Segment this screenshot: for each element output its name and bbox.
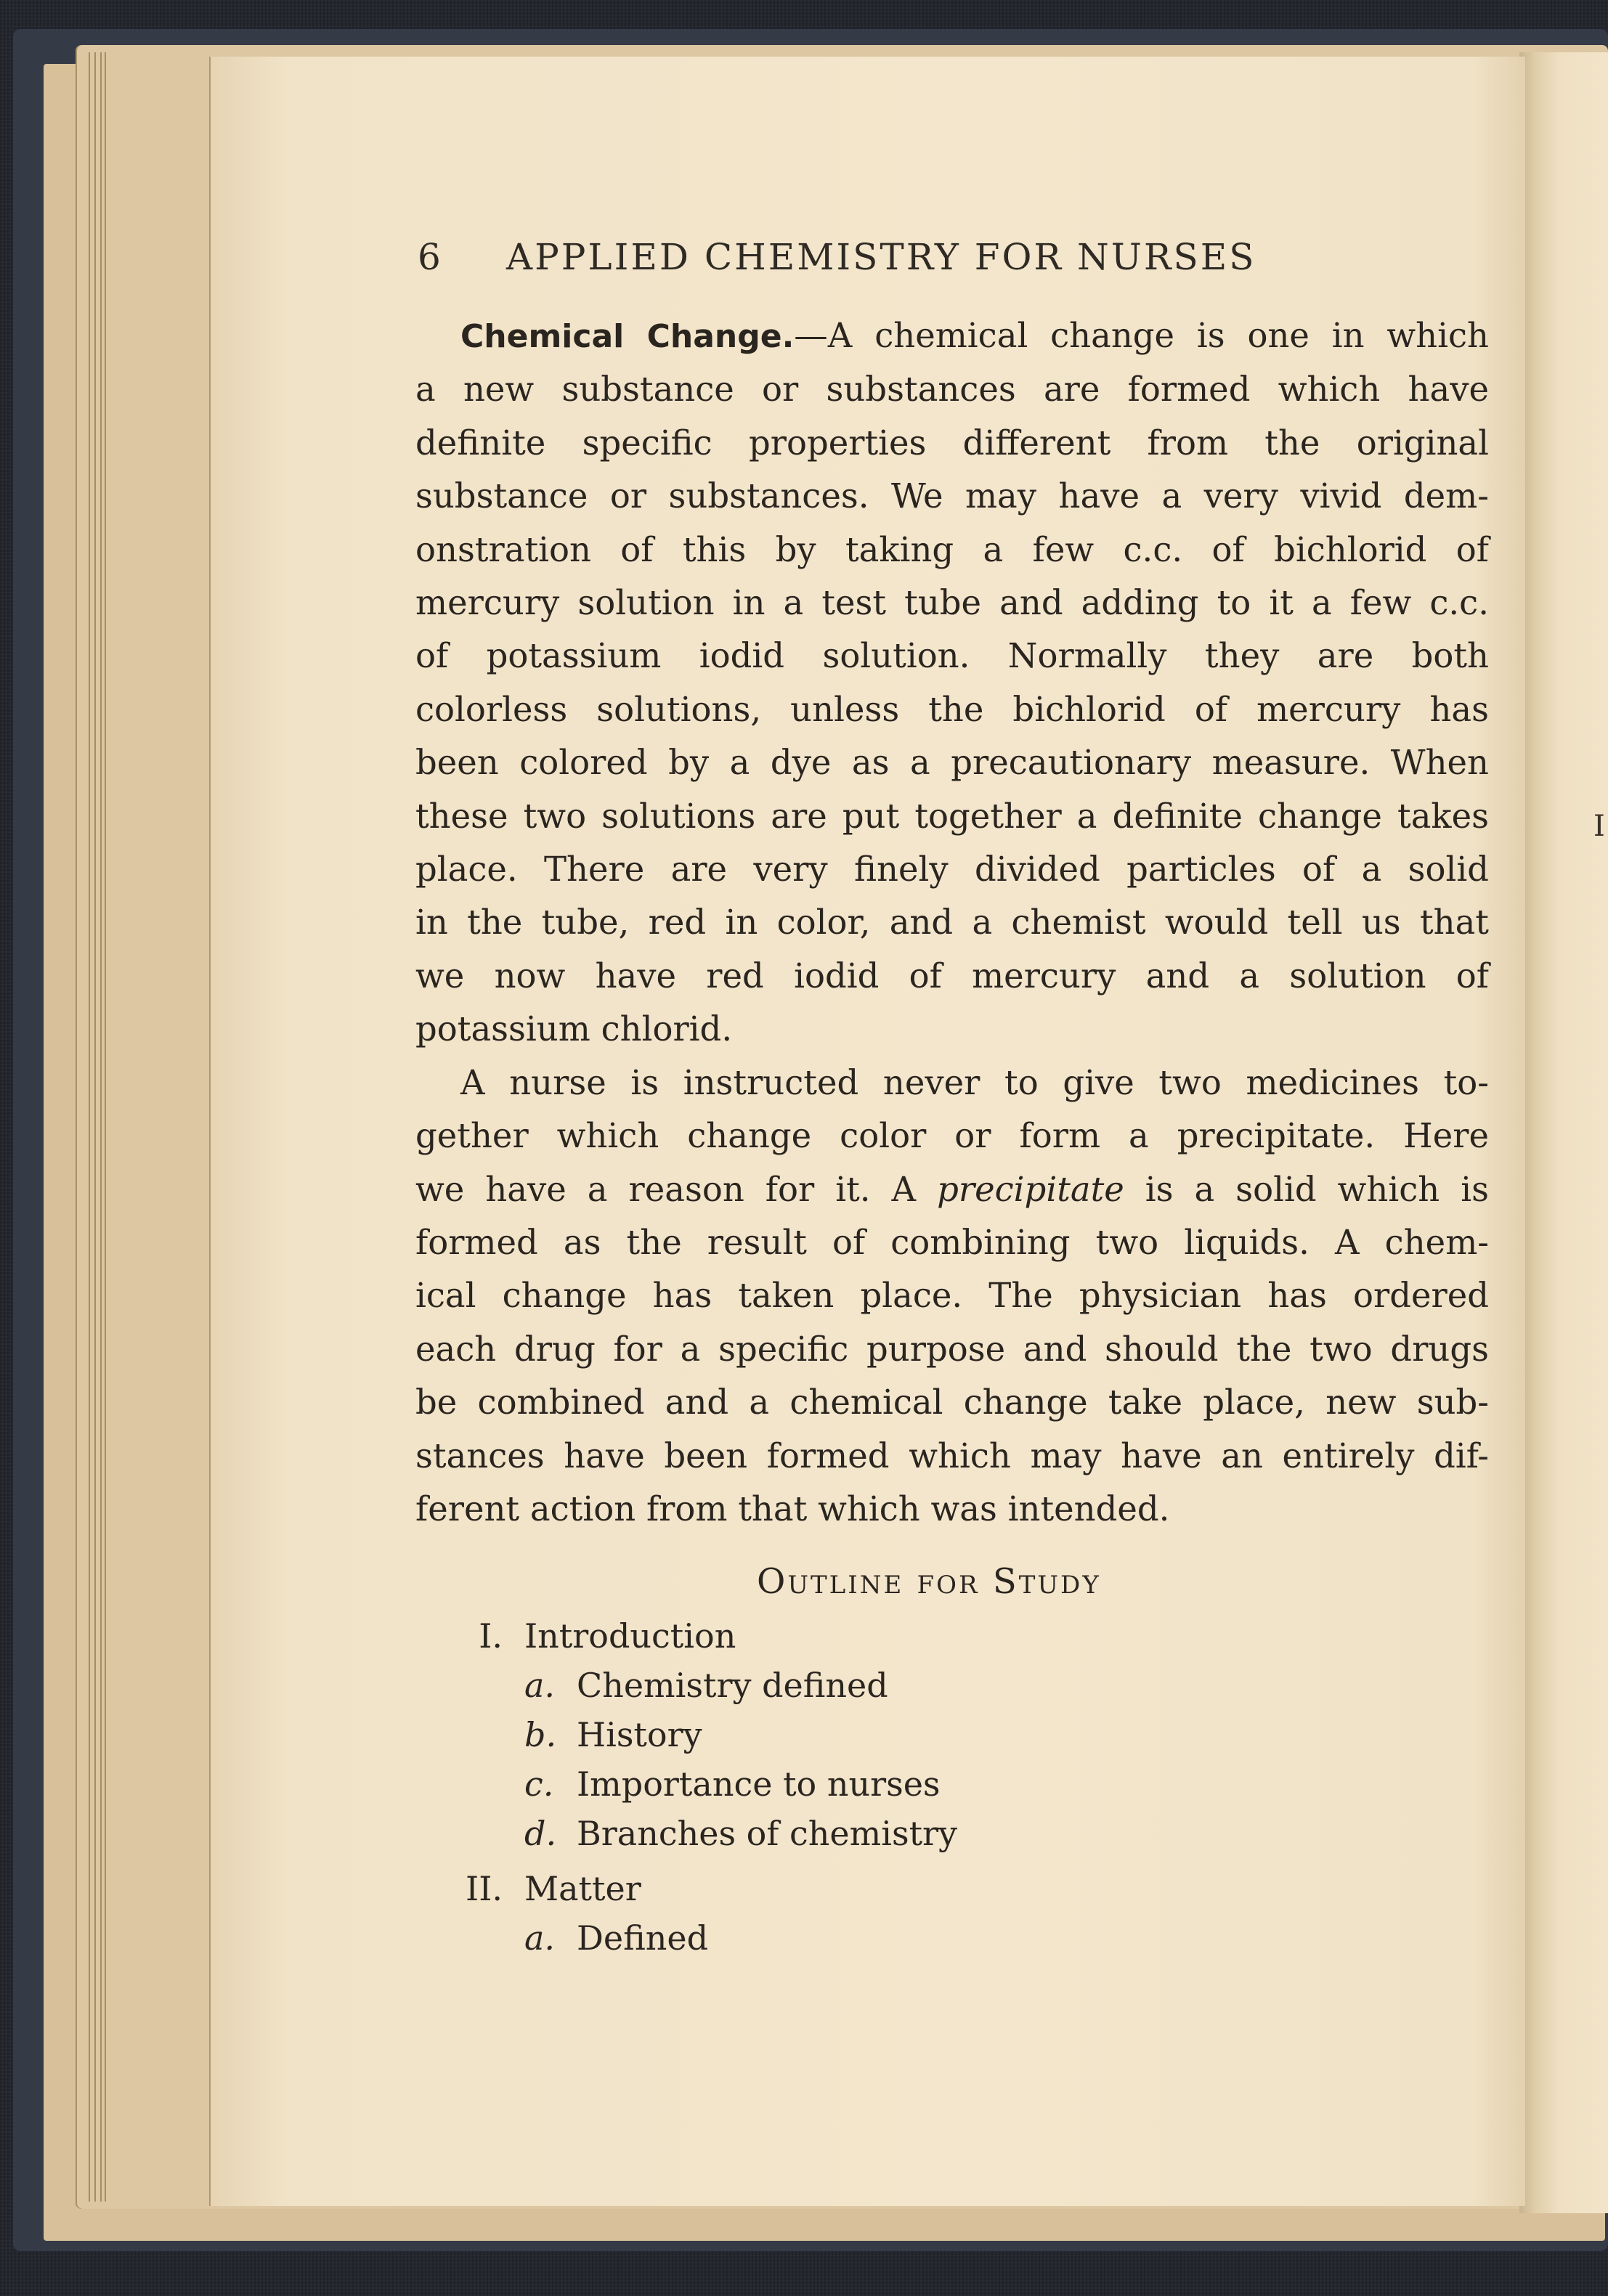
text-line: onstration of this by taking a few c.c. of bichlorid of (415, 529, 1489, 569)
text-line: each drug for a specific purpose and should the two drugs (415, 1329, 1489, 1369)
page-edge-line (94, 52, 96, 2202)
outline-item-label: Defined (577, 1918, 709, 1958)
facing-page-edge (1519, 52, 1608, 2213)
text-line: gether which change color or form a precipitate. Here (415, 1116, 1489, 1156)
text-line: potassium chlorid. (415, 1009, 733, 1049)
text-line: A nurse is instructed never to give two medicines to- (460, 1062, 1489, 1102)
outline-item-label: Importance to nurses (577, 1764, 941, 1804)
text-line: we have a reason for it. A precipitate is a solid which is (415, 1169, 1489, 1209)
facing-page-margin-mark: I (1593, 810, 1605, 843)
outline-title: Outline for Study (757, 1561, 1101, 1602)
running-head-title: APPLIED CHEMISTRY FOR NURSES (506, 236, 1256, 278)
paragraph-chemical-change (415, 309, 1489, 1057)
text-line: colorless solutions, unless the bichlorid of mercury has (415, 689, 1489, 729)
text-line: we now have red iodid of mercury and a solution of (415, 956, 1489, 996)
text-line: formed as the result of combining two liquids. A chem- (415, 1222, 1489, 1262)
text-line: been colored by a dye as a precautionary measure. When (415, 743, 1489, 783)
page-edge-line (89, 52, 90, 2202)
text-line: ferent action from that which was intended. (415, 1489, 1170, 1528)
outline-letter: a. (524, 1666, 556, 1705)
page-number: 6 (418, 236, 442, 278)
outline-letter: a. (524, 1918, 556, 1958)
term-precipitate: precipitate (937, 1169, 1124, 1209)
page-edge-line (105, 52, 106, 2202)
paragraph-precipitate (415, 1057, 1489, 1536)
text-line: definite specific properties different from the original (415, 423, 1489, 463)
text-line: stances have been formed which may have an entirely dif- (415, 1436, 1489, 1475)
outline-item-label: Branches of chemistry (577, 1814, 958, 1853)
outline-letter: c. (524, 1764, 554, 1804)
text-line: ical change has taken place. The physician has ordered (415, 1276, 1489, 1316)
text-line: in the tube, red in color, and a chemist would tell us that (415, 903, 1489, 943)
page-edge-line (100, 52, 102, 2202)
section-heading: Chemical Change. (460, 318, 795, 355)
text-line: mercury solution in a test tube and adding to it a few c.c. (415, 583, 1489, 623)
outline-item-label: Chemistry defined (577, 1666, 888, 1705)
text-line: a new substance or substances are formed which have (415, 370, 1489, 410)
text-line: of potassium iodid solution. Normally they are both (415, 636, 1489, 676)
outline-section-label: Matter (524, 1869, 641, 1908)
text-line: these two solutions are put together a definite change takes (415, 796, 1489, 836)
running-head (418, 236, 1391, 278)
text-line: Chemical Change.—A chemical change is one in which (460, 316, 1489, 355)
outline-letter: b. (524, 1715, 557, 1754)
body-text (415, 309, 1489, 1536)
outline-section-label: Introduction (524, 1616, 736, 1656)
text-line: place. There are very finely divided particles of a solid (415, 850, 1489, 890)
text-line: substance or substances. We may have a very vivid dem- (415, 476, 1489, 516)
text-line: be combined and a chemical change take place, new sub- (415, 1383, 1489, 1422)
outline-item-label: History (577, 1715, 702, 1754)
outline-letter: d. (524, 1814, 557, 1853)
outline-numeral: II. (466, 1869, 503, 1908)
outline-numeral: I. (479, 1616, 503, 1656)
